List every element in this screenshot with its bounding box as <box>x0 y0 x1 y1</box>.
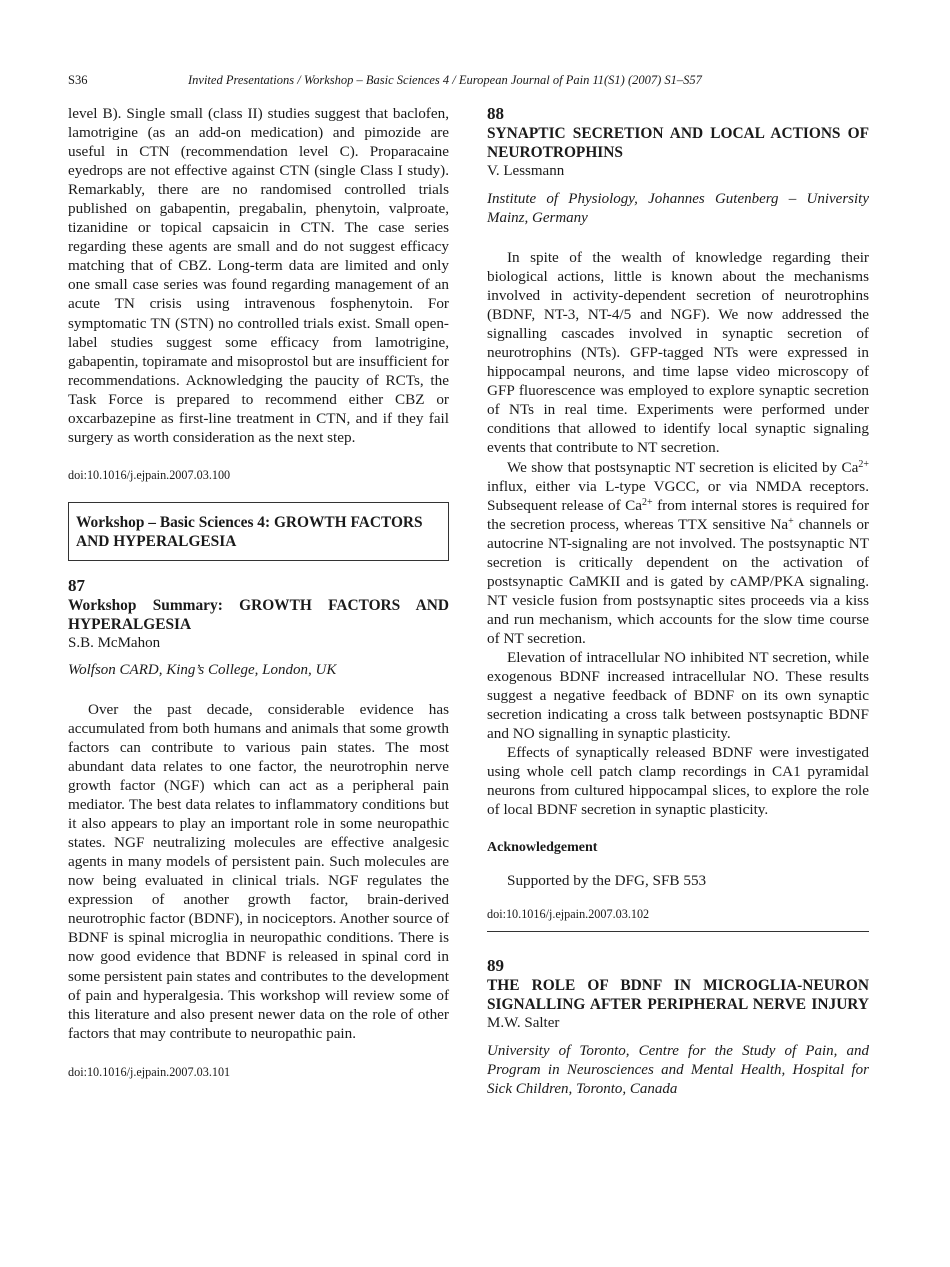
workshop-box: Workshop – Basic Sciences 4: GROWTH FACTORS AND HYPERALGESIA <box>68 502 449 561</box>
continuation-text: level B). Single small (class II) studies suggest that baclofen, lamotrigine (as an add-on medication) and pimozide are useful in CTN (recommendation level C). Proparacaine eyedrops are not effective against CTN (single Class I study). Remarkably, there are no randomised controlled trials published on gabapentin, pregabalin, phenytoin, valproate, tizanidine or topical capsaicin in CTN. The case series regarding these agents are small and do not suggest efficacy matching that of CBZ. Long-term data are limited and only one small case series was found regarding management of an acute TN crisis using intravenous fosphenytoin. For symptomatic TN (STN) no controlled trials exist. Small open-label studies suggest some efficacy from lamotrigine, gabapentin, topiramate and misoprostol but are insufficient for recommendations. Acknowledging the paucity of RCTs, the Task Force is prepared to recommend either CBZ or oxcarbazepine as first-line treatment in CTN, and if they fail surgery as worth consideration as the next step. <box>68 105 449 446</box>
superscript-ca: 2+ <box>858 458 869 470</box>
abstract-88-author: V. Lessmann <box>487 163 565 179</box>
abstract-88-title: SYNAPTIC SECRETION AND LOCAL ACTIONS OF NEUROTROPHINS <box>487 125 869 161</box>
page-header <box>68 73 868 91</box>
superscript-na: + <box>788 515 794 527</box>
abstract-87-number: 87 <box>68 575 85 595</box>
abstract-87-author: S.B. McMahon <box>68 634 161 651</box>
abstract-87-affiliation: Wolfson CARD, King’s College, London, UK <box>68 661 337 678</box>
doi-100: doi:10.1016/j.ejpain.2007.03.100 <box>68 467 231 482</box>
p2-part-c: from internal stores is required for the secretion process, whereas TTX sensitive Na <box>487 496 870 533</box>
abstract-88-paragraph-2 <box>487 458 869 648</box>
abstract-89-number: 89 <box>487 956 504 976</box>
p2-part-d: channels or autocrine NT-signaling are not involved. The postsynaptic NT secretion is critically dependent on the activation of postsynaptic CaMKII and is gated by cAMP/PKA signaling. NT vesicle fusion from postsynaptic sites proceeds via a kiss and run mechanism, which accounts for the slow time course of NT secretion. <box>487 515 869 647</box>
right-column <box>487 104 869 1099</box>
abstract-88-number: 88 <box>487 104 504 123</box>
abstract-89-author: M.W. Salter <box>487 1015 560 1032</box>
abstract-88-paragraph-3: Elevation of intracellular NO inhibited NT secretion, while exogenous BDNF increased intracellular NO. These results suggest a negative feedback of BDNF on its own synaptic secretion indicating a cross talk between postsynaptic BDNF and NO signalling in synaptic plasticity. <box>487 648 869 743</box>
acknowledgement-text: Supported by the DFG, SFB 553 <box>507 872 707 890</box>
abstract-87-title: Workshop Summary: GROWTH FACTORS AND HYPERALGESIA <box>68 596 449 633</box>
p2-part-a: We show that postsynaptic NT secretion is elicited by Ca <box>507 458 859 476</box>
p2-part-b: influx, either via L-type VGCC, or via NMDA receptors. Subsequent release of Ca <box>487 477 869 514</box>
abstract-89-affiliation: University of Toronto, Centre for the Study of Pain, and Program in Neurosciences and Mental Health, Hospital for Sick Children, Toronto, Canada <box>487 1043 869 1098</box>
abstract-89-title: THE ROLE OF BDNF IN MICROGLIA-NEURON SIGNALLING AFTER PERIPHERAL NERVE INJURY <box>487 977 869 1014</box>
left-column <box>68 104 449 1080</box>
doi-101: doi:10.1016/j.ejpain.2007.03.101 <box>68 1064 231 1079</box>
abstract-88-affiliation: Institute of Physiology, Johannes Gutenberg – University Mainz, Germany <box>487 191 869 226</box>
superscript-ca-2: 2+ <box>642 496 653 508</box>
doi-102: doi:10.1016/j.ejpain.2007.03.102 <box>487 907 650 922</box>
abstract-88-paragraph-1: In spite of the wealth of knowledge regarding their biological actions, little is known about the mechanisms involved in activity-dependent secretion of neurotrophins (BDNF, NT-3, NT-4/5 and NGF). We now addressed the signalling cascades involved in synaptic secretion of neurotrophins (NTs). GFP-tagged NTs were expressed in hippocampal neurons, and time lapse video microscopy of GFP fluorescence was employed to explore synaptic secretion of NTs in real time. Experiments were performed under conditions that allowed to identify local synaptic signaling events that contribute to NT secretion. <box>487 249 869 457</box>
abstract-88-paragraph-4: Effects of synaptically released BDNF were investigated using whole cell patch clamp recordings in CA1 pyramidal neurons from cultured hippocampal slices, to explore the role of local BDNF secretion in synaptic plasticity. <box>487 744 869 819</box>
abstract-87-body: Over the past decade, considerable evidence has accumulated from both humans and animals that some growth factors can contribute to various pain states. The most abundant data relates to one factor, the neurotrophin nerve growth factor (NGF) which can act as a peripheral pain mediator. The best data relates to inflammatory conditions but it also appears to play an important role in some neuropathic states. NGF neutralizing molecules are effective analgesic agents in many models of persistent pain. Such molecules are now being evaluated in clinical trials. NGF regulates the expression of another growth factor, brain-derived neurotrophic factor (BDNF), in nociceptors. Another source of BDNF is spinal microglia in neuropathic conditions. There is now good evidence that BDNF is released in spinal cord in some persistent pain states and contributes to the development of pain and hyperalgesia. This workshop will review some of this literature and also present newer data on the role of other factors that may contribute to neuropathic pain. <box>68 700 449 1042</box>
acknowledgement-heading: Acknowledgement <box>487 840 598 856</box>
running-title: Invited Presentations / Workshop – Basic Sciences 4 / European Journal of Pain 11(S1) (2007) S1–S57 <box>188 73 702 87</box>
page-number: S36 <box>68 73 88 87</box>
